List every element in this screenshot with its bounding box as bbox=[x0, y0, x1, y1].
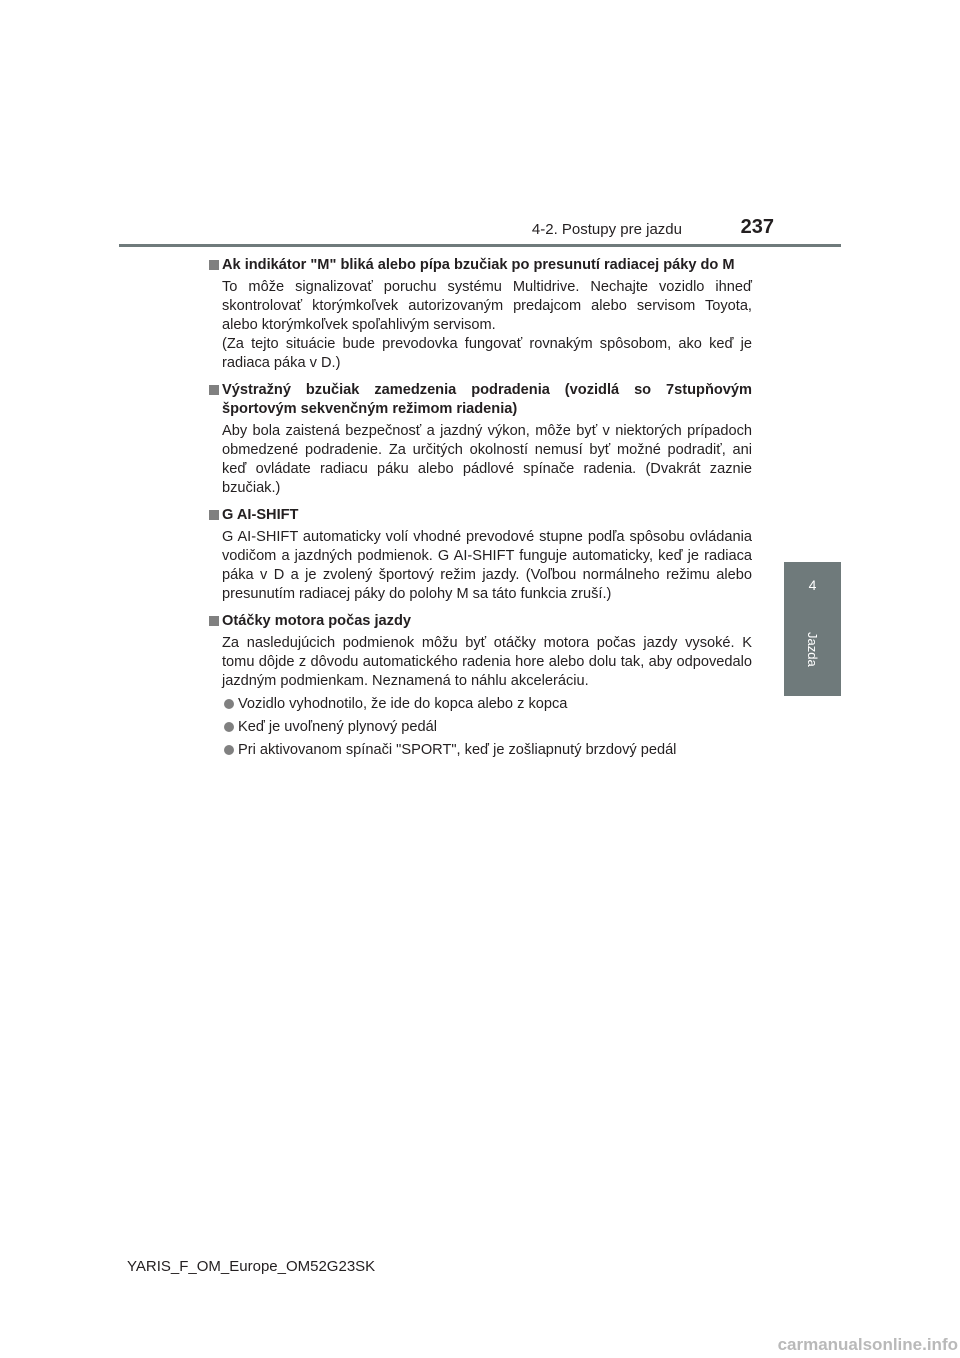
page-number: 237 bbox=[740, 216, 774, 238]
list-item bbox=[208, 718, 752, 737]
list-item-text: Vozidlo vyhodnotilo, že ide do kopca alebo z kopca bbox=[238, 696, 568, 712]
list-item bbox=[208, 741, 752, 760]
section-title bbox=[208, 256, 752, 275]
list-item bbox=[208, 695, 752, 714]
square-bullet-icon bbox=[209, 616, 219, 626]
section-m-indicator bbox=[208, 256, 752, 373]
document-code: YARIS_F_OM_Europe_OM52G23SK bbox=[127, 1258, 376, 1275]
section-title-text: Ak indikátor "M" bliká alebo pípa bzučiak po presunutí radiacej páky do M bbox=[222, 257, 735, 273]
condition-list bbox=[208, 695, 752, 760]
chapter-tab-label: Jazda bbox=[805, 632, 820, 667]
square-bullet-icon bbox=[209, 510, 219, 520]
section-title bbox=[208, 381, 752, 419]
circle-bullet-icon bbox=[224, 722, 234, 732]
square-bullet-icon bbox=[209, 260, 219, 270]
section-title-text: Výstražný bzučiak zamedzenia podradenia (vozidlá so 7stupňovým športovým sekvenčným režimom riadenia) bbox=[222, 382, 752, 417]
section-title bbox=[208, 506, 752, 525]
list-item-text: Keď je uvoľnený plynový pedál bbox=[238, 719, 438, 735]
list-item-text: Pri aktivovanom spínači "SPORT", keď je zošliapnutý brzdový pedál bbox=[238, 742, 677, 758]
section-body: G AI-SHIFT automaticky volí vhodné prevodové stupne podľa spôsobu ovládania vodičom a jazdných podmienok. G AI-SHIFT funguje automaticky, keď je radiaca páka v D a je zvolený športový režim jazdy. (Voľbou normálneho režimu alebo presunutím radiacej páky do polohy M sa táto funkcia zruší.) bbox=[222, 529, 752, 602]
header-section-title: 4-2. Postupy pre jazdu bbox=[531, 221, 682, 238]
section-body: To môže signalizovať poruchu systému Multidrive. Nechajte vozidlo ihneď skontrolovať ktorýmkoľvek autorizovaným predajcom alebo servisom Toyota, alebo ktorýmkoľvek spoľahlivým servisom. bbox=[222, 279, 752, 333]
section-title-text: Otáčky motora počas jazdy bbox=[222, 613, 411, 629]
section-engine-speed bbox=[208, 612, 752, 760]
circle-bullet-icon bbox=[224, 745, 234, 755]
section-g-ai-shift bbox=[208, 506, 752, 604]
section-downshift-buzzer bbox=[208, 381, 752, 498]
page-content bbox=[208, 256, 752, 768]
header-divider bbox=[119, 244, 841, 247]
section-body-note: (Za tejto situácie bude prevodovka fungovať rovnakým spôsobom, ako keď je radiaca páka v D.) bbox=[222, 336, 752, 371]
square-bullet-icon bbox=[209, 385, 219, 395]
section-body: Aby bola zaistená bezpečnosť a jazdný výkon, môže byť v niektorých prípadoch obmedzené podradenie. Za určitých okolností nemusí byť možné podradiť, ani keď ovládate radiacu páku alebo pádlové spínače radenia. (Dvakrát zaznie bzučiak.) bbox=[222, 423, 752, 496]
watermark: carmanualsonline.info bbox=[777, 1335, 958, 1354]
section-title-text: G AI-SHIFT bbox=[222, 507, 299, 523]
chapter-tab-number: 4 bbox=[808, 577, 817, 593]
section-body: Za nasledujúcich podmienok môžu byť otáčky motora počas jazdy vysoké. K tomu dôjde z dôvodu automatického radenia hore alebo dolu tak, aby odpovedalo jazdným podmienkam. Neznamená to náhlu akceleráciu. bbox=[222, 635, 752, 689]
section-title bbox=[208, 612, 752, 631]
circle-bullet-icon bbox=[224, 699, 234, 709]
